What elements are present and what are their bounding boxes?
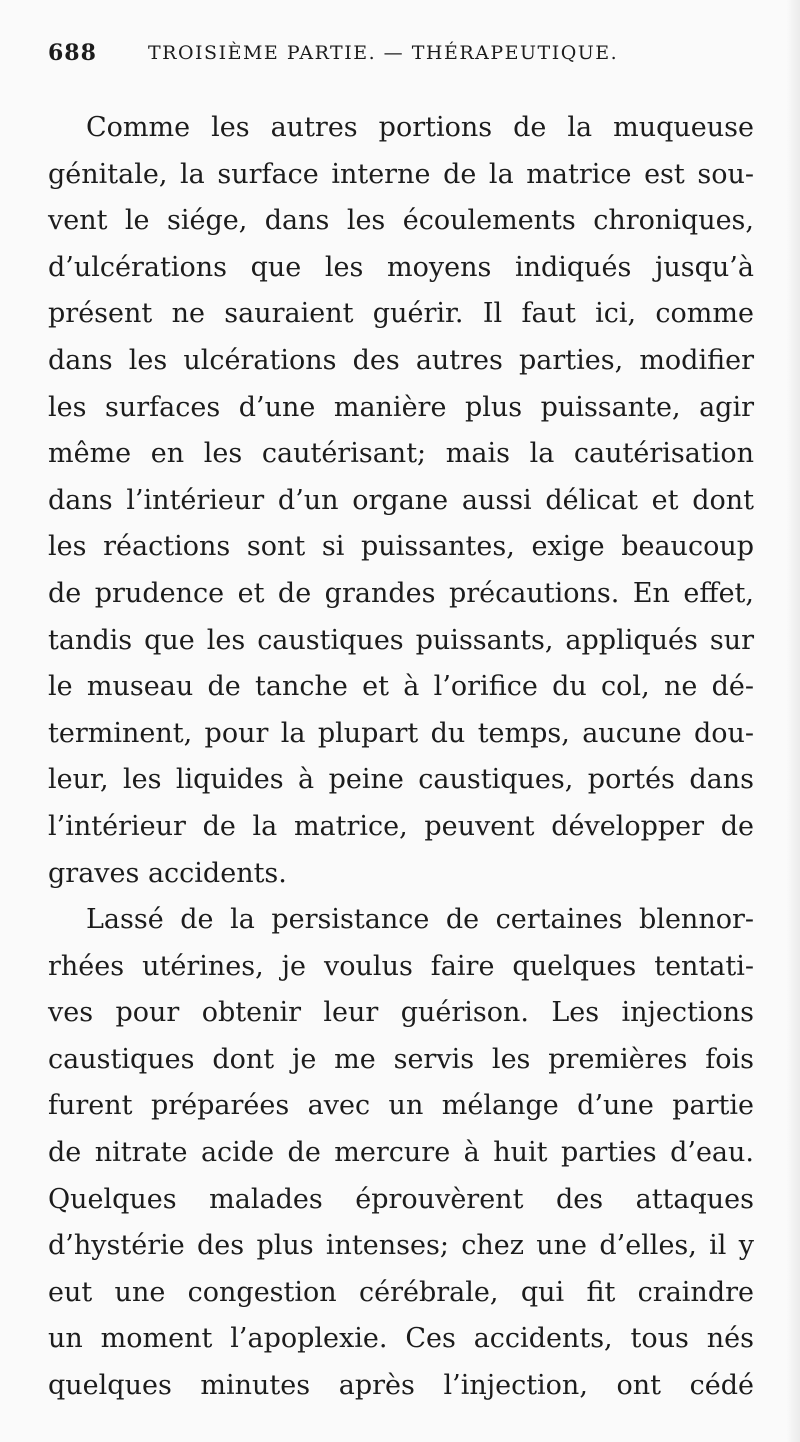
text-line: vent le siége, dans les écoulements chroniques, xyxy=(48,205,754,237)
text-line: d’hystérie des plus intenses; chez une d’elles, il y xyxy=(48,1230,754,1262)
text-line: l’intérieur de la matrice, peuvent développer de xyxy=(48,810,754,842)
text-line-paragraph-1-end: graves accidents. xyxy=(48,857,287,889)
text-line: d’ulcérations que les moyens indiqués jusqu’à xyxy=(48,251,754,283)
text-line: présent ne sauraient guérir. Il faut ici, comme xyxy=(48,298,754,330)
section-title: TROISIÈME PARTIE. — THÉRAPEUTIQUE. xyxy=(148,42,619,64)
text-line: les réactions sont si puissantes, exige beaucoup xyxy=(48,531,754,563)
text-line-paragraph-1-start: Comme les autres portions de la muqueuse xyxy=(86,112,754,143)
text-line: rhées utérines, je voulus faire quelques tentati- xyxy=(48,950,754,982)
text-line: caustiques dont je me servis les premières fois xyxy=(48,1043,754,1075)
text-line: le museau de tanche et à l’orifice du col, ne dé- xyxy=(48,671,754,703)
text-line: furent préparées avec un mélange d’une partie xyxy=(48,1090,754,1122)
text-line: génitale, la surface interne de la matrice est sou- xyxy=(48,158,754,190)
text-line: dans l’intérieur d’un organe aussi délicat et dont xyxy=(48,484,754,516)
text-line: un moment l’apoplexie. Ces accidents, tous nés xyxy=(48,1323,754,1355)
text-line: Quelques malades éprouvèrent des attaques xyxy=(48,1183,754,1215)
text-line: de prudence et de grandes précautions. En effet, xyxy=(48,577,754,609)
text-line: dans les ulcérations des autres parties, modifier xyxy=(48,344,754,376)
text-line: leur, les liquides à peine caustiques, portés dans xyxy=(48,764,754,796)
text-line: quelques minutes après l’injection, ont cédé xyxy=(48,1370,754,1402)
text-line: ves pour obtenir leur guérison. Les injections xyxy=(48,997,754,1029)
text-line-paragraph-2-start: Lassé de la persistance de certaines blennor- xyxy=(86,904,754,936)
text-line: terminent, pour la plupart du temps, aucune dou- xyxy=(48,717,754,749)
running-head xyxy=(48,40,748,80)
body-text xyxy=(48,105,754,1410)
text-line: même en les cautérisant; mais la cautérisation xyxy=(48,438,754,470)
text-line: tandis que les caustiques puissants, appliqués sur xyxy=(48,624,754,656)
page-number: 688 xyxy=(48,40,97,66)
text-line: eut une congestion cérébrale, qui fit craindre xyxy=(48,1276,754,1308)
text-line: de nitrate acide de mercure à huit parties d’eau. xyxy=(48,1137,754,1169)
text-line: les surfaces d’une manière plus puissante, agir xyxy=(48,391,754,423)
